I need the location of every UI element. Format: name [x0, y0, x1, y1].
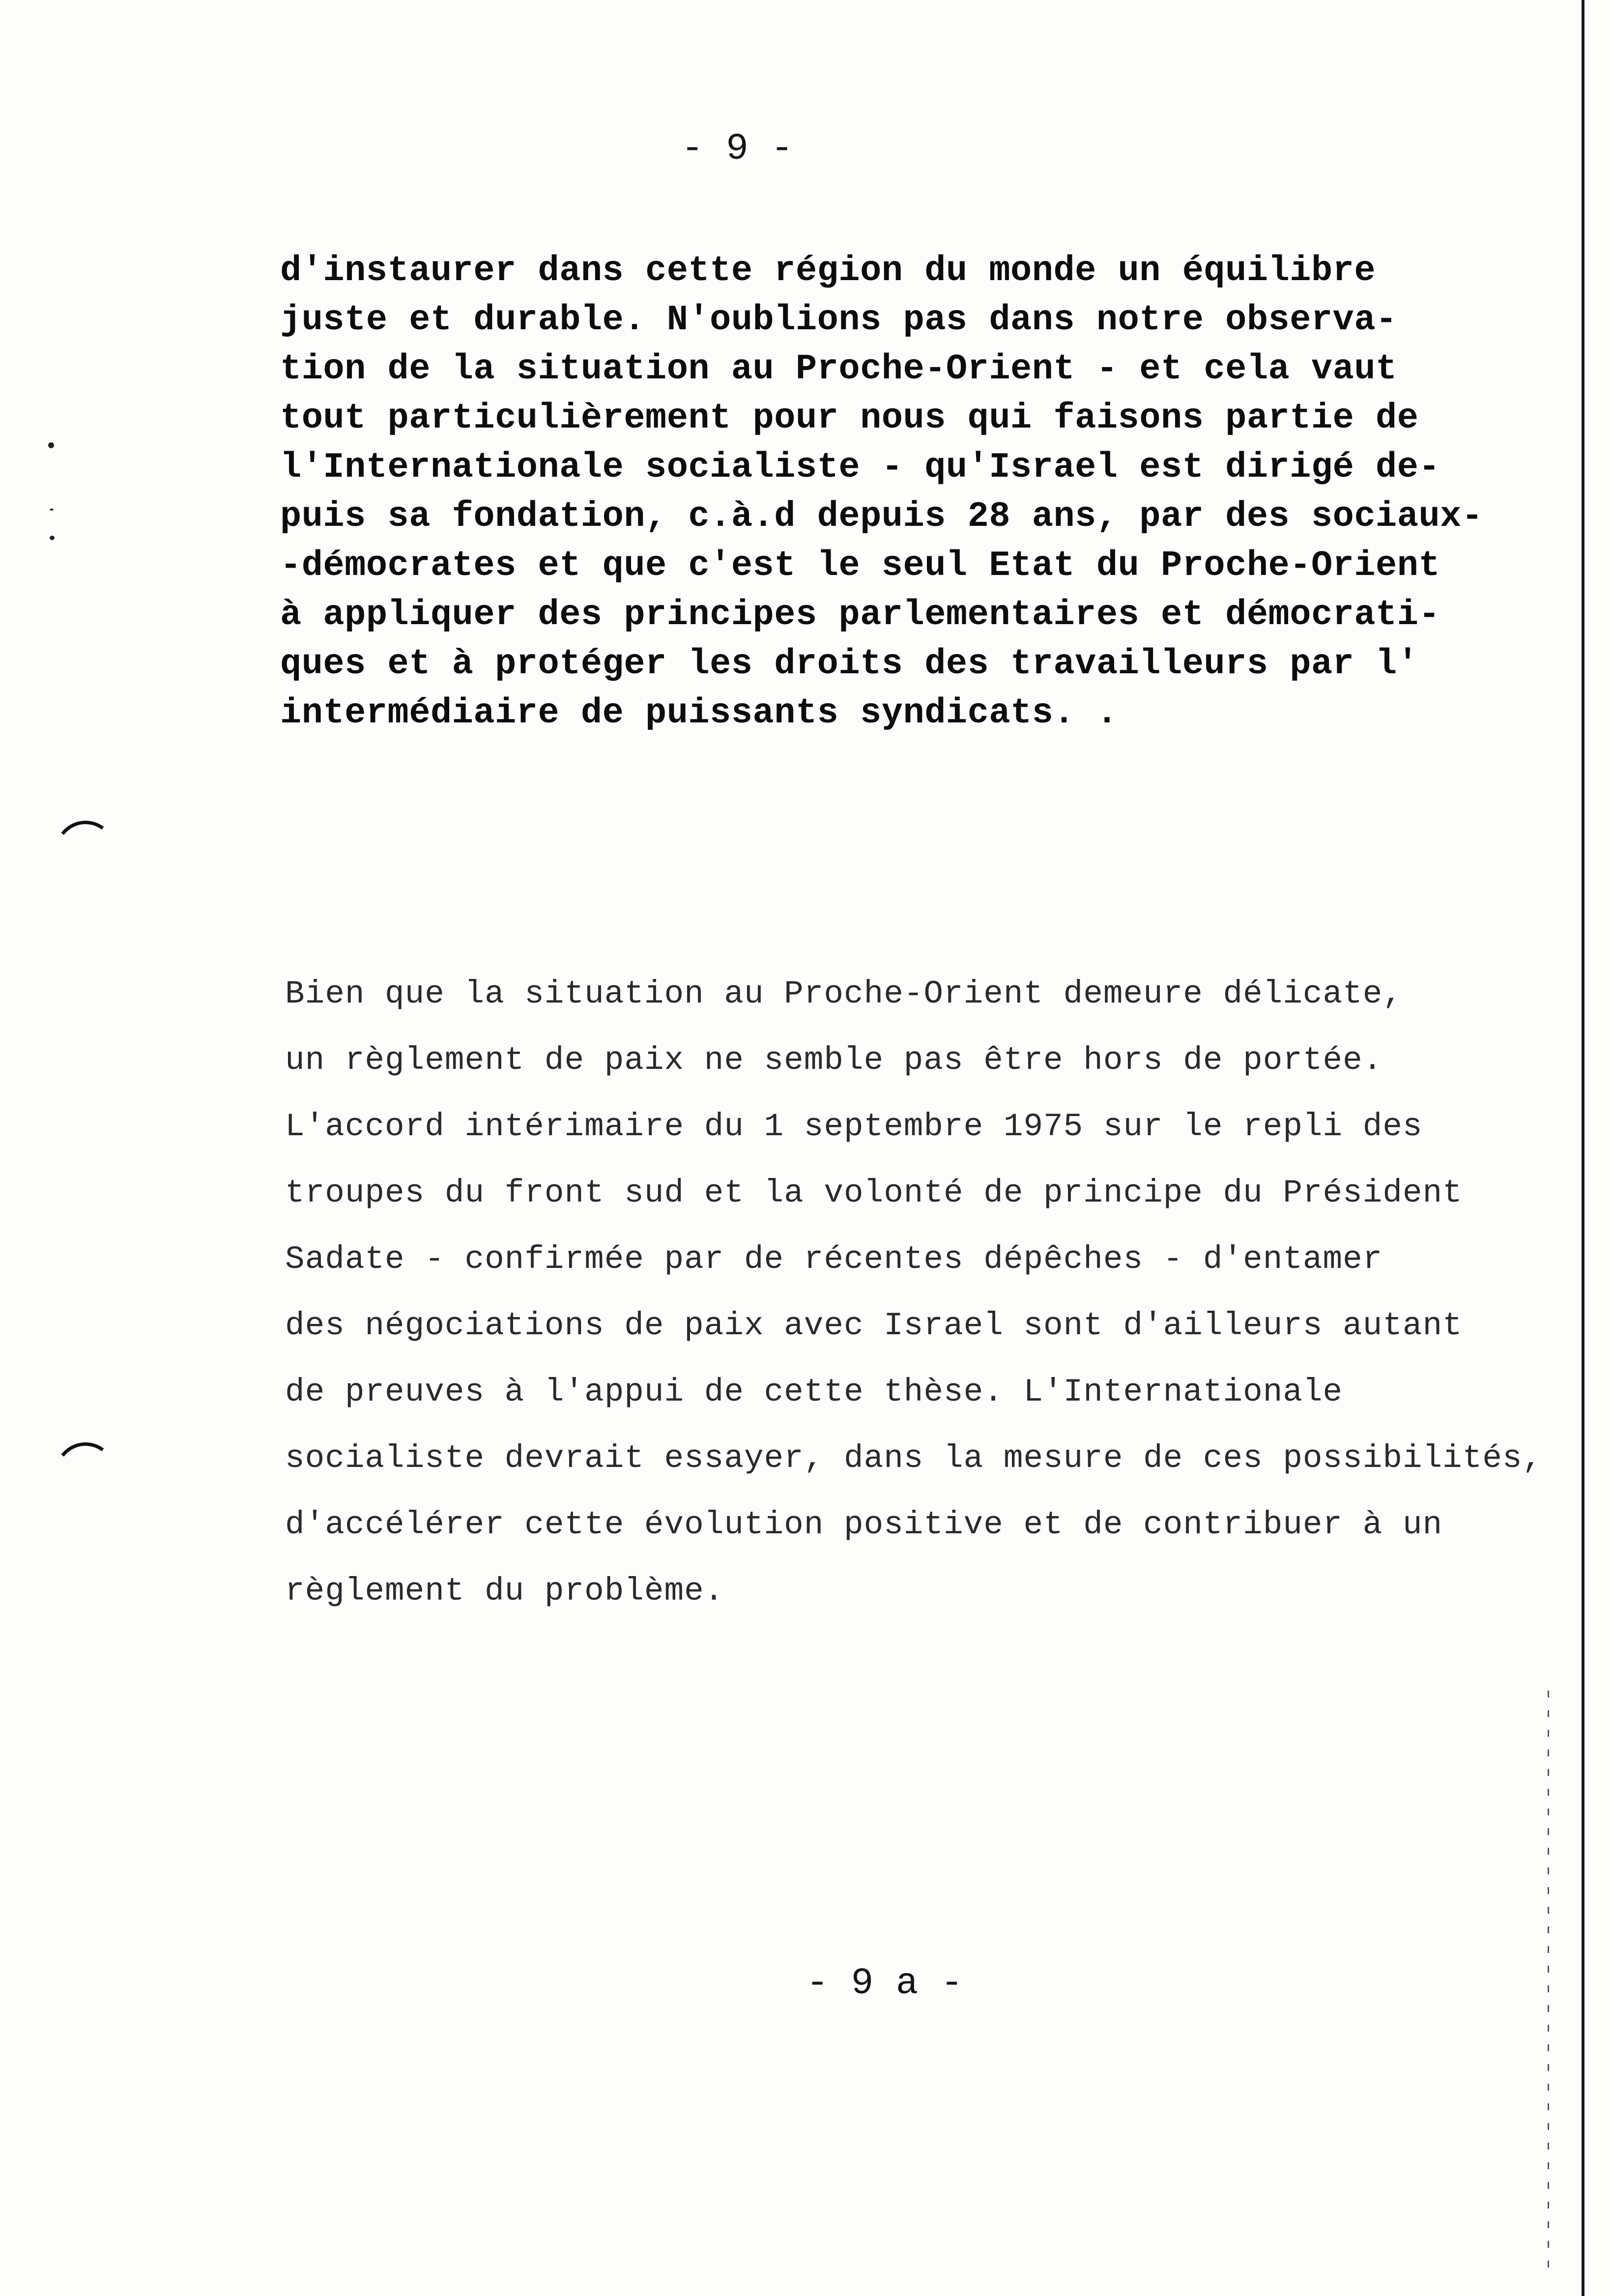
punch-speck — [48, 442, 54, 448]
document-page: - 9 - d'instaurer dans cette région du monde un équilibre juste et durable. N'oublions pas dans notre observa- tion de la situation au Proche-Orient - et cela vaut tout particulièrement pour nous qui faisons partie de l'Internationale socialiste - qu'Israel est dirigé de- puis sa fondation, c.à.d depuis 28 ans, par des sociaux- -démocrates et que c'est le seul Etat du Proche-Orient à appliquer des principes parlementaires et démocrati- ques et à protéger les droits des travailleurs par l' intermédiaire de puissants syndicats. . Bien que la situation au Proche-Orient demeure délicate, un règlement de paix ne semble pas être hors de portée. L'accord intérimaire du 1 septembre 1975 sur le repli des troupes du front sud et la volonté de principe du Président Sadate - confirmée par de récentes dépêches - d'entamer des négociations de paix avec Israel sont d'ailleurs autant de preuves à l'appui de cette thèse. L'Internationale socialiste devrait essayer, dans la mesure de ces possibilités, d'accélérer cette évolution positive et de contribuer à un règlement du problème. - 9 a - — [0, 0, 1612, 2296]
binder-hole-mark — [51, 817, 120, 886]
punch-speck — [50, 536, 55, 540]
page-number: - 9 - — [681, 128, 794, 170]
binder-hole-mark — [51, 1438, 120, 1507]
page-edge-line — [1582, 0, 1584, 2296]
page-number-continuation: - 9 a - — [806, 1962, 963, 2005]
punch-speck — [50, 509, 54, 511]
